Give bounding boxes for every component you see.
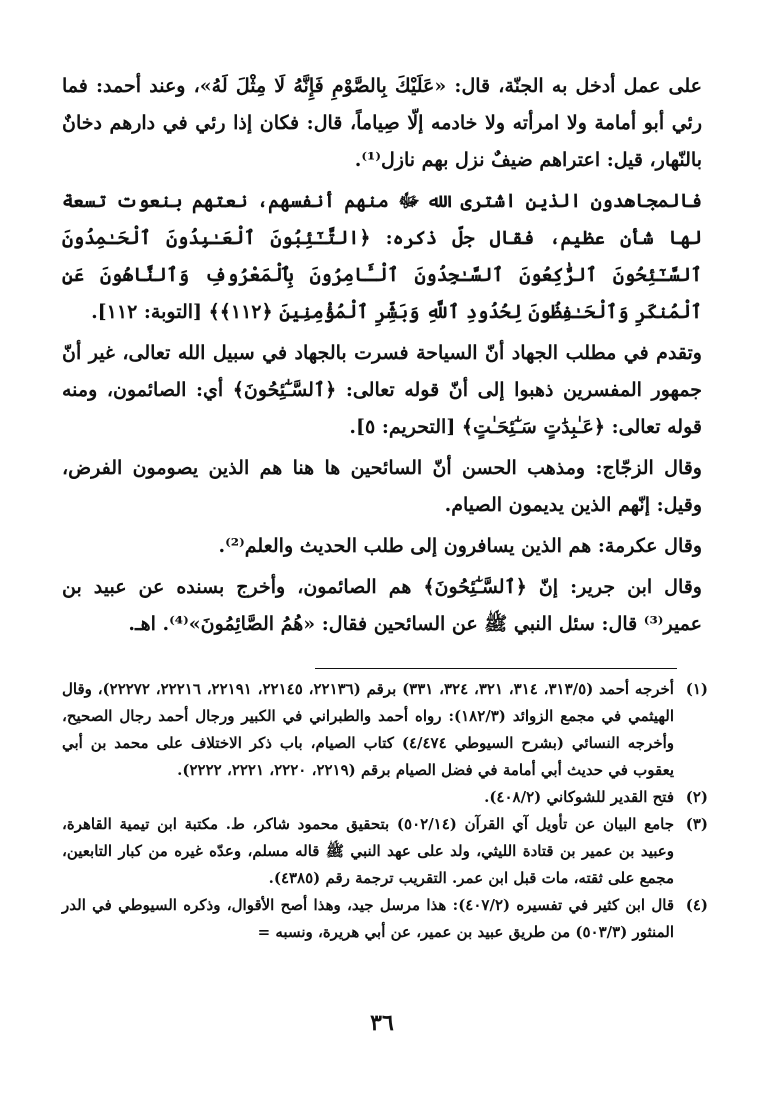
main-text	[62, 68, 702, 647]
footnote-number: (٣)	[685, 815, 708, 833]
footnote-text: فتح القدير للشوكاني (٤٠٨/٢).	[484, 788, 674, 806]
paragraph: وقال الزجّاج: ومذهب الحسن أنّ السائحين ها هنا هم الذين يصومون الفرض، وقيل: إنّهم الذين يديمون الصيام.	[62, 457, 702, 516]
footnote-text: أخرجه أحمد (٣١٣/٥، ٣١٤، ٣٢١، ٣٢٤، ٣٣١) برقم (٢٢١٣٦، ٢٢١٤٥، ٢٢١٩١، ٢٢٢١٦، ٢٢٢٧٢)، وقال الهيثمي في مجمع الزوائد (١٨٢/٣): رواه أحمد والطبراني في الكبير ورجال أحمد رجال الصحيح، وأخرجه النسائي (بشرح السيوطي ٤/٤٧٤) كتاب الصيام، باب ذكر الاختلاف على محمد بن أبي يعقوب في حديث أبي أمامة في فضل الصيام برقم (٢٢١٩، ٢٢٢٠، ٢٢٢١، ٢٢٢٢).	[62, 680, 675, 779]
footnote	[62, 811, 708, 892]
paragraph: وقال عكرمة: هم الذين يسافرون إلى طلب الحديث والعلم⁽²⁾.	[218, 535, 702, 557]
footnote	[62, 784, 708, 811]
footnote-number: (١)	[685, 680, 708, 698]
footnote-number: (٤)	[685, 896, 708, 914]
footnote-number: (٢)	[685, 788, 708, 806]
paragraph: على عمل أدخل به الجنّة، قال: «عَلَيْكَ بِالصَّوْمِ فَإِنَّهُ لَا مِثْلَ لَهُ»، وعند أحمد: فما رئي أبو أمامة ولا امرأته ولا خادمه إلّا صِياماً، قال: فكان إذا رئي في دارهم دخانٌ بالنّهار، قيل: اعتراهم ضيفٌ نزل بهم نازل⁽¹⁾.	[62, 75, 702, 171]
paragraph: وقال ابن جرير: إنّ ﴿ٱلسَّـٰٓئِحُونَ﴾ هم الصائمون، وأخرج بسنده عن عبيد بن عمير⁽³⁾ قال: سئل النبي ﷺ عن السائحين فقال: «هُمُ الصَّائِمُونَ»⁽⁴⁾. اهـ.	[62, 576, 702, 635]
page-number: ٣٦	[370, 1010, 394, 1036]
footnote	[62, 676, 708, 784]
paragraph: فالمجاهدون الذين اشترى الله ﷻ منهم أنفسهم، نعتهم بنعوت تسعة لها شأن عظيم، فقال جلّ ذكره: ﴿التَّـٰٓئِبُونَ ٱلْعَـٰبِدُونَ ٱلْحَـٰمِدُونَ ٱلسَّـٰٓئِحُونَ ٱلرَّٰكِعُونَ ٱلسَّـٰجِدُونَ ٱلْـَٔامِرُونَ بِٱلْمَعْرُوفِ وَٱلنَّاهُونَ عَنِ ٱلْمُنكَرِ وَٱلْحَـٰفِظُونَ لِحُدُودِ ٱللَّهِ وَبَشِّرِ ٱلْمُؤْمِنِينَ ﴿١١٢﴾﴾ [التوبة: ١١٢].	[62, 190, 702, 323]
footnote	[62, 892, 708, 946]
footnote-text: جامع البيان عن تأويل آي القرآن (٥٠٢/١٤) بتحقيق محمود شاكر، ط. مكتبة ابن تيمية القاهرة، وعبيد بن عمير بن قتادة الليثي، ولد على عهد النبي ﷺ قاله مسلم، وعدّه غيره من كبار التابعين، مجمع على ثقته، مات قبل ابن عمر. التقريب ترجمة رقم (٤٣٨٥).	[62, 815, 674, 887]
paragraph: وتقدم في مطلب الجهاد أنّ السياحة فسرت بالجهاد في سبيل الله تعالى، غير أنّ جمهور المفسرين ذهبوا إلى أنّ قوله تعالى: ﴿ٱلسَّـٰٓئِحُونَ﴾ أي: الصائمون، ومنه قوله تعالى: ﴿عَـٰبِدَٰتٍ سَـٰٓئِحَـٰتٍ﴾ [التحريم: ٥].	[62, 342, 702, 438]
footnotes	[62, 676, 708, 946]
footnote-text: قال ابن كثير في تفسيره (٤٠٧/٢): هذا مرسل جيد، وهذا أصح الأقوال، وذكره السيوطي في الدر المنثور (٥٠٣/٣) من طريق عبيد بن عمير، عن أبي هريرة، ونسبه =	[62, 896, 674, 941]
footnote-separator	[315, 668, 677, 669]
